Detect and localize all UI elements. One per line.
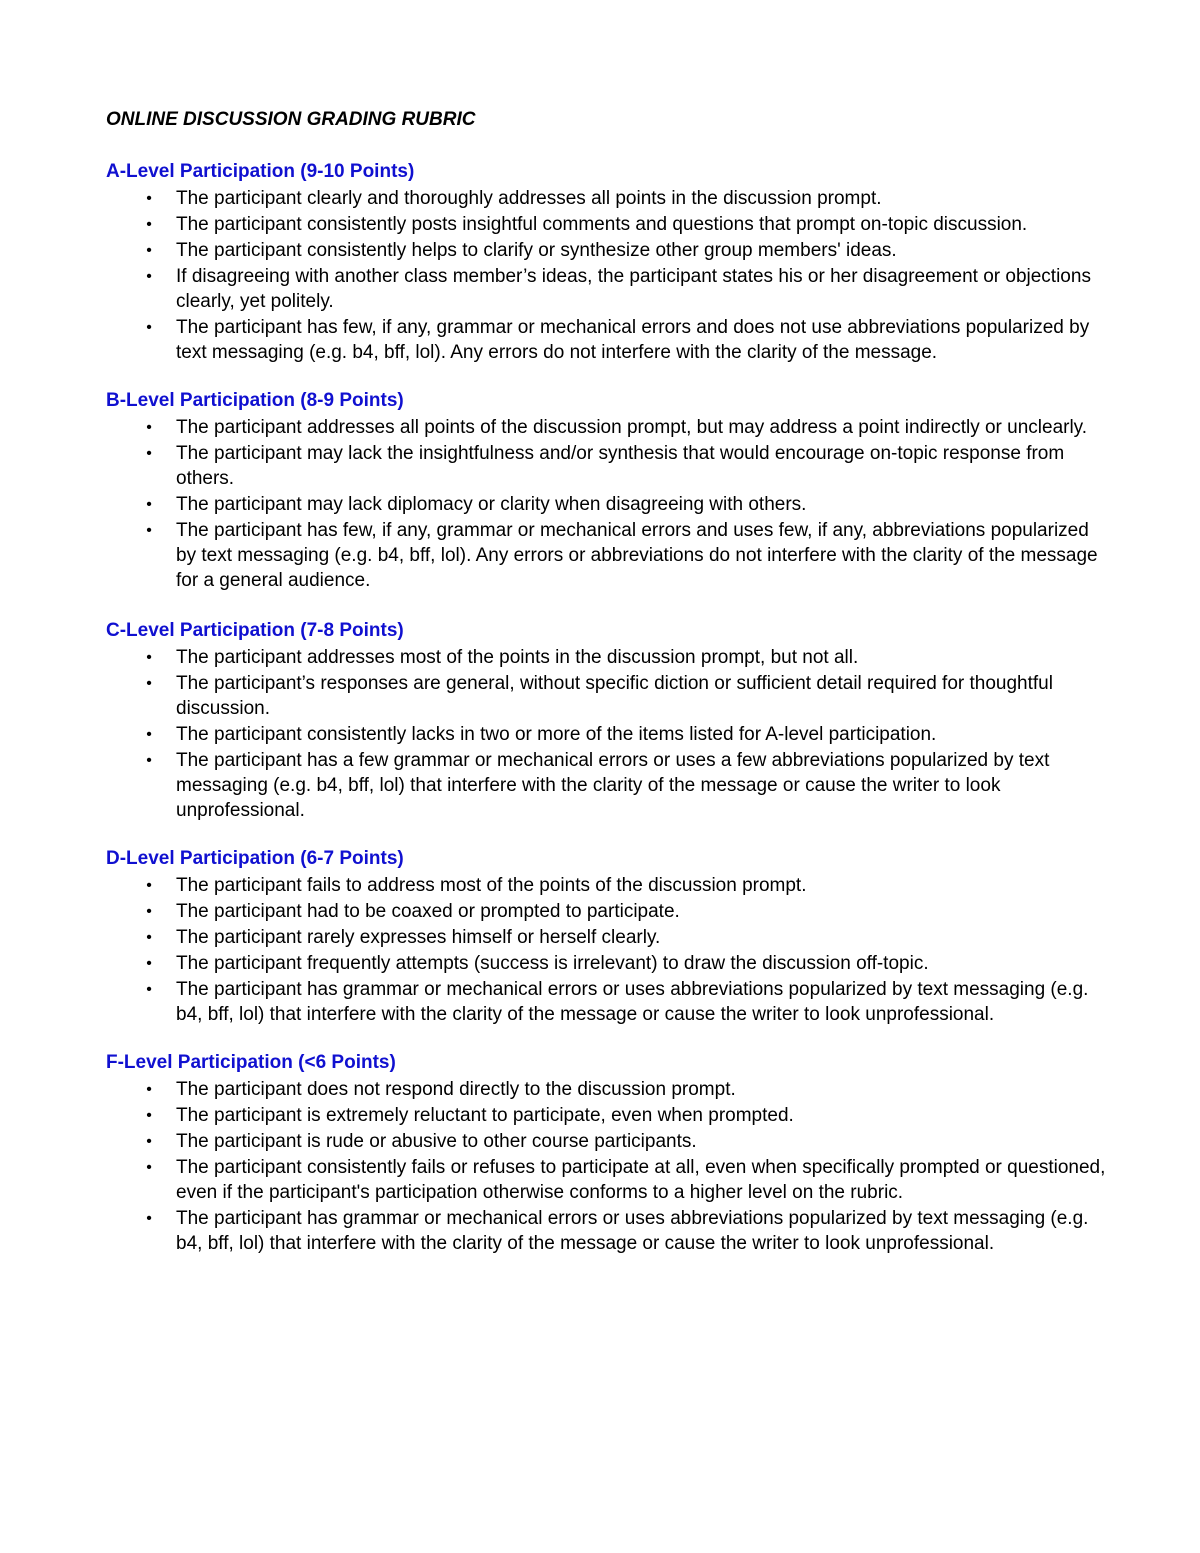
list-item-text: The participant has few, if any, grammar or mechanical errors and uses few, if any, abbreviations popularized by text messaging (e.g. b4, bff, lol). Any errors or abbreviations do not interfere with the clarity of the message for a general audience. [176,520,1098,591]
bullet-icon: • [146,522,152,539]
bullet-icon: • [146,190,152,207]
list-item-text: The participant clearly and thoroughly addresses all points in the discussion prompt. [176,188,882,209]
list-item-text: The participant may lack diplomacy or clarity when disagreeing with others. [176,494,807,515]
bullet-icon: • [146,242,152,259]
bullet-icon: • [146,752,152,769]
list-item [106,1077,1106,1102]
bullet-icon: • [146,1081,152,1098]
list-item-text: The participant rarely expresses himself or herself clearly. [176,927,661,948]
list-item [106,212,1106,237]
bullet-icon: • [146,981,152,998]
section-heading-a-level: A-Level Participation (9-10 Points) [106,161,415,182]
list-item [106,951,1106,976]
list-item [106,415,1106,440]
bullet-list-b-level [106,415,1106,593]
list-item [106,1129,1106,1154]
list-item-text: The participant frequently attempts (success is irrelevant) to draw the discussion off-topic. [176,953,929,974]
section-a-level [106,158,1106,365]
section-heading-c-level: C-Level Participation (7-8 Points) [106,620,404,641]
bullet-icon: • [146,1133,152,1150]
bullet-icon: • [146,268,152,285]
bullet-icon: • [146,955,152,972]
list-item [106,1206,1106,1256]
section-heading-b-level: B-Level Participation (8-9 Points) [106,390,404,411]
list-item-text: The participant addresses most of the points in the discussion prompt, but not all. [176,647,859,668]
bullet-list-d-level [106,873,1106,1027]
list-item [106,873,1106,898]
bullet-icon: • [146,445,152,462]
document-page [106,104,1106,1257]
list-item-text: The participant had to be coaxed or prompted to participate. [176,901,680,922]
list-item-text: The participant has a few grammar or mechanical errors or uses a few abbreviations popularized by text messaging (e.g. b4, bff, lol) that interfere with the clarity of the message or cause the writer to look unprofessional. [176,750,1050,821]
bullet-list-f-level [106,1077,1106,1256]
list-item [106,441,1106,491]
bullet-icon: • [146,726,152,743]
document-title: ONLINE DISCUSSION GRADING RUBRIC [106,109,476,130]
list-item-text: The participant consistently fails or refuses to participate at all, even when specifically prompted or questioned, even if the participant's participation otherwise conforms to a higher level on the rubric. [176,1157,1106,1203]
section-heading-f-level: F-Level Participation (<6 Points) [106,1052,396,1073]
list-item [106,977,1106,1027]
section-f-level [106,1049,1106,1256]
list-item [106,899,1106,924]
list-item-text: The participant is extremely reluctant to participate, even when prompted. [176,1105,794,1126]
list-item [106,722,1106,747]
list-item-text: If disagreeing with another class member’s ideas, the participant states his or her disagreement or objections clearly, yet politely. [176,266,1091,312]
section-d-level [106,845,1106,1027]
bullet-icon: • [146,877,152,894]
bullet-icon: • [146,419,152,436]
list-item [106,315,1106,365]
list-item [106,264,1106,314]
list-item-text: The participant does not respond directly to the discussion prompt. [176,1079,736,1100]
section-heading-d-level: D-Level Participation (6-7 Points) [106,848,404,869]
list-item-text: The participant addresses all points of the discussion prompt, but may address a point indirectly or unclearly. [176,417,1088,438]
list-item [106,645,1106,670]
bullet-icon: • [146,649,152,666]
bullet-icon: • [146,1210,152,1227]
section-c-level [106,617,1106,823]
list-item-text: The participant fails to address most of the points of the discussion prompt. [176,875,807,896]
list-item-text: The participant has few, if any, grammar or mechanical errors and does not use abbreviations popularized by text messaging (e.g. b4, bff, lol). Any errors do not interfere with the clarity of the message. [176,317,1090,363]
list-item-text: The participant’s responses are general, without specific diction or sufficient detail required for thoughtful discussion. [176,673,1053,719]
bullet-icon: • [146,319,152,336]
bullet-list-a-level [106,186,1106,365]
list-item-text: The participant has grammar or mechanical errors or uses abbreviations popularized by text messaging (e.g. b4, bff, lol) that interfere with the clarity of the message or cause the writer to look unprofessional. [176,1208,1089,1254]
list-item-text: The participant consistently lacks in two or more of the items listed for A-level participation. [176,724,937,745]
bullet-icon: • [146,675,152,692]
list-item [106,492,1106,517]
list-item [106,671,1106,721]
list-item [106,1155,1106,1205]
list-item-text: The participant consistently posts insightful comments and questions that prompt on-topic discussion. [176,214,1028,235]
list-item-text: The participant consistently helps to clarify or synthesize other group members' ideas. [176,240,897,261]
list-item [106,238,1106,263]
bullet-icon: • [146,496,152,513]
list-item [106,518,1106,593]
list-item-text: The participant is rude or abusive to other course participants. [176,1131,697,1152]
bullet-icon: • [146,903,152,920]
list-item [106,1103,1106,1128]
bullet-icon: • [146,1159,152,1176]
bullet-list-c-level [106,645,1106,823]
list-item-text: The participant has grammar or mechanical errors or uses abbreviations popularized by text messaging (e.g. b4, bff, lol) that interfere with the clarity of the message or cause the writer to look unprofessional. [176,979,1089,1025]
list-item-text: The participant may lack the insightfulness and/or synthesis that would encourage on-topic response from others. [176,443,1065,489]
list-item [106,186,1106,211]
section-b-level [106,387,1106,593]
list-item [106,748,1106,823]
bullet-icon: • [146,216,152,233]
bullet-icon: • [146,1107,152,1124]
list-item [106,925,1106,950]
bullet-icon: • [146,929,152,946]
